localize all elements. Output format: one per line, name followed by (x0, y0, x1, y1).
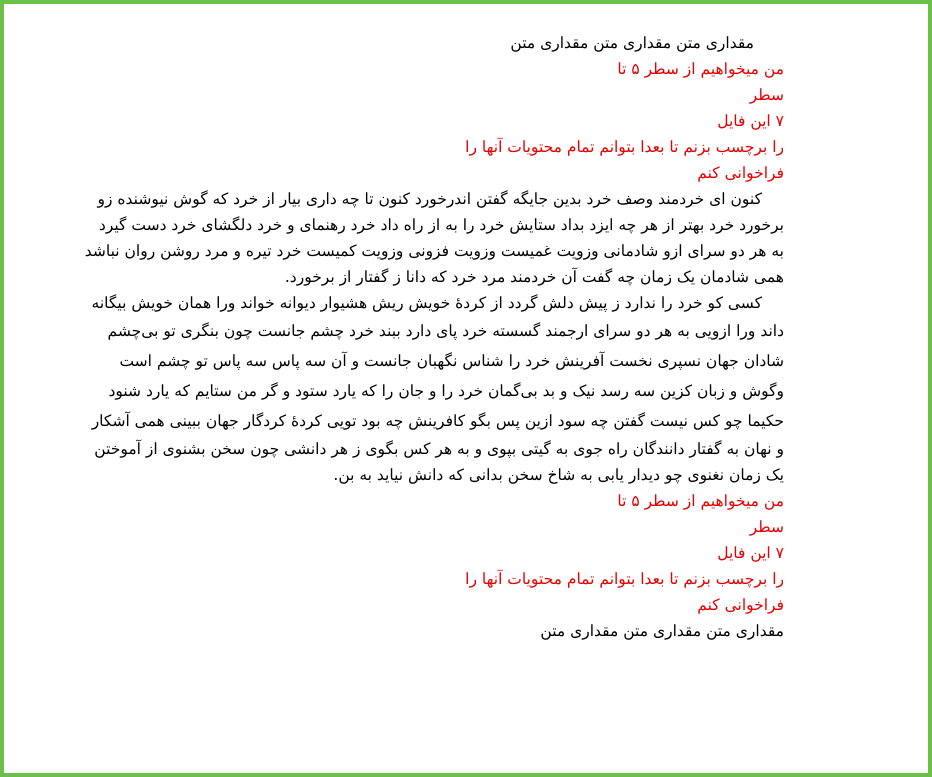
paragraph-line: حکیما چو کس نیست گفتن چه سود ازین پس بگو کافرینش چه بود تویی کردهٔ کردگار جهان ببینی همی آشکار (91, 412, 784, 430)
paragraph-line: همی شادمان یک زمان چه گفت آن خردمند مرد خرد که دانا ز گفتار از برخورد. (284, 268, 784, 286)
red-line: فراخوانی کنم (697, 596, 784, 614)
paragraph-line: شادان جهان نسپری نخست آفرینش خرد را شناس نگهبان جانست و آن سه پاس سه پاس تو چشم است (119, 352, 784, 370)
red-line: فراخوانی کنم (697, 164, 784, 182)
paragraph-line: یک زمان نغنوی چو دیدار یابی به شاخ سخن بدانی که دانش نیاید به بن. (333, 466, 784, 484)
paragraph-line: برخورد خرد بهتر از هر چه ایزد بداد ستایش خرد را به از راه داد خرد رهنمای و خرد دلگشای خرد دست گیرد (98, 216, 784, 234)
paragraph-line: به هر دو سرای ازو شادمانی وزویت غمیست وزویت فزونی وزویت کمیست خرد تیره و مرد روشن روان نباشد (84, 242, 784, 260)
document-body (32, 30, 784, 644)
paragraph-1 (32, 186, 784, 290)
bottom-text-line: مقداری متن مقداری متن مقداری متن (540, 622, 784, 640)
paragraph-line: و نهان به گفتار دانندگان راه جوی به گیتی بپوی و به هر کس بگوی ز هر دانشی چون سخن بشنوی از آموختن (94, 440, 784, 458)
paragraph-line: کنون ای خردمند وصف خرد بدین جایگه گفتن اندرخورد کنون تا چه داری بیار از خرد که گوش نیوشنده زو (97, 190, 762, 208)
red-text-block-2 (32, 488, 784, 618)
red-line: را برچسب بزنم تا بعدا بتوانم تمام محتویات آنها را (465, 138, 784, 156)
red-line: ۷ این فایل (717, 112, 784, 130)
red-text-block-1 (32, 56, 784, 186)
paragraph-line: داند ورا ازویی به هر دو سرای ارجمند گسسته خرد پای دارد ببند خرد چشم جانست چون بنگری تو بی‌چشم (107, 322, 784, 340)
red-line: من میخواهیم از سطر ۵ تا (617, 60, 784, 78)
red-line: سطر (749, 518, 784, 536)
red-line: را برچسب بزنم تا بعدا بتوانم تمام محتویات آنها را (465, 570, 784, 588)
red-line: ۷ این فایل (717, 544, 784, 562)
red-line: من میخواهیم از سطر ۵ تا (617, 492, 784, 510)
paragraph-line: کسی کو خرد را ندارد ز پیش دلش گردد از کردهٔ خویش ریش هشیوار دیوانه خواند ورا همان خویش بیگانه (91, 294, 762, 312)
paragraph-2 (32, 290, 784, 488)
red-line: سطر (749, 86, 784, 104)
paragraph-line: وگوش و زبان کزین سه رسد نیک و بد بی‌گمان خرد را و جان را که یارد ستود و گر من ستایم که یارد شنود (108, 382, 784, 400)
top-text-line: مقداری متن مقداری متن مقداری متن (510, 34, 754, 52)
